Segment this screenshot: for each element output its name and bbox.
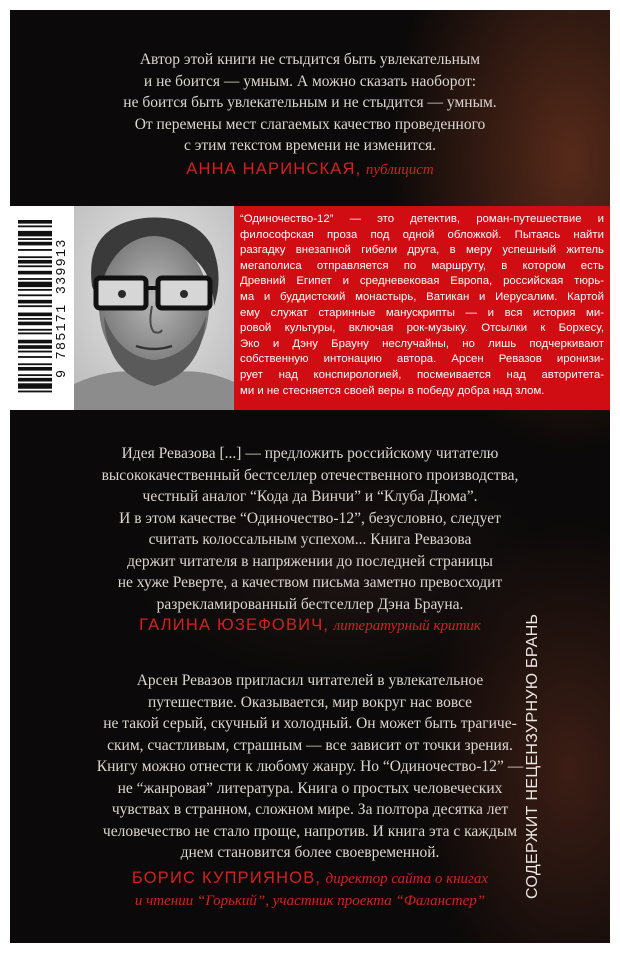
quote-line: От перемены мест слагаемых качество проведенного bbox=[134, 115, 486, 133]
barcode-bar bbox=[18, 318, 52, 320]
isbn-barcode bbox=[18, 220, 52, 396]
quote-line: Книгу можно отнести к любому жанру. Но “Одиночество-12” — bbox=[96, 758, 524, 775]
quote-line: человечество не стало проще, напротив. И книга эта с каждым bbox=[102, 822, 518, 840]
barcode-bar bbox=[18, 300, 52, 304]
barcode-bar bbox=[18, 351, 52, 353]
quote-line: ским, счастливым, страшным — все зависит от точки зрения. bbox=[107, 736, 513, 754]
attribution-role: публицист bbox=[365, 162, 434, 178]
barcode-bar bbox=[18, 289, 52, 291]
barcode-bar bbox=[18, 282, 52, 287]
quote-line: не хуже Реверте, а качеством письма заметно превосходит bbox=[117, 574, 503, 591]
barcode-bar bbox=[18, 363, 52, 365]
barcode-bar bbox=[18, 231, 52, 236]
barcode-bar bbox=[18, 238, 52, 240]
description-line: философская проза под одной обложкой. Пытаясь найти bbox=[240, 228, 604, 241]
quote-line: с этим текстом времени не изменится. bbox=[183, 137, 437, 154]
quote-line: держит читателя в напряжении до последней страницы bbox=[127, 552, 493, 570]
quote-line: честный аналог “Кода да Винчи” и “Клуба Дюма”. bbox=[142, 488, 478, 505]
description-line: ему служат старинные манускрипты — и вся история ми- bbox=[240, 306, 604, 319]
attribution-name: ГАЛИНА ЮЗЕФОВИЧ, bbox=[139, 616, 330, 634]
barcode-bar bbox=[18, 313, 52, 317]
quote-line: днем становится более своевременной. bbox=[180, 844, 440, 861]
barcode-bar bbox=[18, 278, 52, 280]
quote-line: высококачественный бестселлер отечественного производства, bbox=[101, 466, 519, 484]
quote-line: разрекламированный бестселлер Дэна Брауна. bbox=[156, 595, 464, 613]
bottom-quote-attribution bbox=[10, 868, 610, 912]
description-line: ми и не стесняется своей веры в победу добра над злом. bbox=[240, 384, 545, 397]
barcode-bar bbox=[18, 256, 52, 258]
barcode-bar bbox=[18, 367, 52, 371]
barcode-bar bbox=[18, 225, 52, 227]
quote-line: чувствах в странном, сложном мире. За полтора десятка лет bbox=[111, 801, 509, 818]
barcode-bar bbox=[18, 294, 52, 296]
barcode-bar bbox=[18, 242, 52, 246]
content-warning: СОДЕРЖИТ НЕЦЕНЗУРНУЮ БРАНЬ bbox=[524, 613, 541, 899]
description-box bbox=[234, 206, 610, 410]
description-line: Эко и Дэну Брауну неслучайны, но лишь подчеркивают bbox=[240, 337, 604, 350]
description-line: рует над конспирологией, посмеивается над авторитета- bbox=[240, 368, 604, 381]
description-line: собственную интонацию автора. Арсен Ревазов иронизи- bbox=[240, 353, 604, 366]
attribution-role: директор сайта о книгах bbox=[325, 871, 489, 887]
quote-line: И в этом качестве “Одиночество-12”, безусловно, следует bbox=[119, 509, 501, 527]
quote-line: не такой серый, скучный и холодный. Он может быть трагиче- bbox=[103, 715, 517, 732]
barcode-bar bbox=[18, 305, 52, 307]
barcode-bar bbox=[18, 249, 52, 251]
middle-quote bbox=[10, 443, 610, 615]
description-line: разгадку внезапной гибели друга, в меру успешный житель bbox=[240, 244, 604, 257]
bottom-quote bbox=[10, 670, 610, 864]
quote-line: не боится быть увлекательным и не стыдится — умным. bbox=[123, 94, 497, 111]
book-description bbox=[240, 212, 604, 399]
quote-line: и не боится — умным. А можно сказать наоборот: bbox=[143, 72, 477, 90]
barcode-bar bbox=[18, 356, 52, 358]
barcode-bar bbox=[18, 322, 52, 326]
description-line: ма и буддистский монастырь, Ватикан и Иерусалим. Картой bbox=[240, 290, 604, 303]
middle-quote-attribution bbox=[10, 616, 610, 635]
description-line: “Одиночество-12” — это детектив, роман-путешествие и bbox=[240, 213, 604, 225]
description-line: мегаполиса отправляется по маршруту, в котором есть bbox=[240, 259, 604, 272]
barcode-bar bbox=[18, 260, 52, 264]
barcode-bar bbox=[18, 220, 52, 224]
top-quote-attribution bbox=[10, 160, 610, 179]
attribution-name: БОРИС КУПРИЯНОВ, bbox=[131, 869, 322, 887]
barcode-bar bbox=[18, 378, 52, 382]
top-quote bbox=[10, 49, 610, 157]
barcode-bar bbox=[18, 345, 52, 349]
book-back-cover bbox=[10, 10, 610, 943]
quote-line: Автор этой книги не стыдится быть увлекательным bbox=[139, 51, 481, 68]
attribution-role: литературный критик bbox=[333, 618, 481, 634]
barcode-bar bbox=[18, 271, 52, 275]
description-line: ровой культуры, включая рок-музыку. Отсылки к Борхесу, bbox=[240, 322, 604, 335]
attribution-name: АННА НАРИНСКАЯ, bbox=[186, 160, 362, 178]
isbn-digits: 9 785171 339913 bbox=[55, 238, 70, 378]
quote-line: путешествие. Оказывается, мир вокруг нас вовсе bbox=[147, 693, 473, 711]
barcode-bar bbox=[18, 329, 52, 331]
author-portrait-photo bbox=[74, 206, 234, 410]
barcode-bar bbox=[18, 340, 52, 344]
barcode-bar bbox=[18, 383, 52, 388]
barcode-bar bbox=[18, 391, 52, 393]
barcode-bar bbox=[18, 265, 52, 267]
barcode-bar bbox=[18, 374, 52, 376]
barcode-area bbox=[10, 206, 74, 410]
barcode-bar bbox=[18, 332, 52, 334]
middle-band bbox=[10, 206, 610, 410]
quote-line: Арсен Ревазов пригласил читателей в увлекательное bbox=[136, 672, 484, 689]
description-line: Древний Египет и средневековая Европа, российская тюрь- bbox=[240, 275, 604, 288]
quote-line: Идея Ревазова [...] — предложить российскому читателю bbox=[121, 445, 499, 462]
quote-line: считать колоссальным успехом... Книга Ревазова bbox=[148, 531, 472, 548]
attribution-role-continued: и чтении “Горький”, участник проекта “Фаланстер” bbox=[134, 893, 486, 909]
quote-line: не “жанровая” литература. Книга о простых человеческих bbox=[117, 779, 503, 797]
